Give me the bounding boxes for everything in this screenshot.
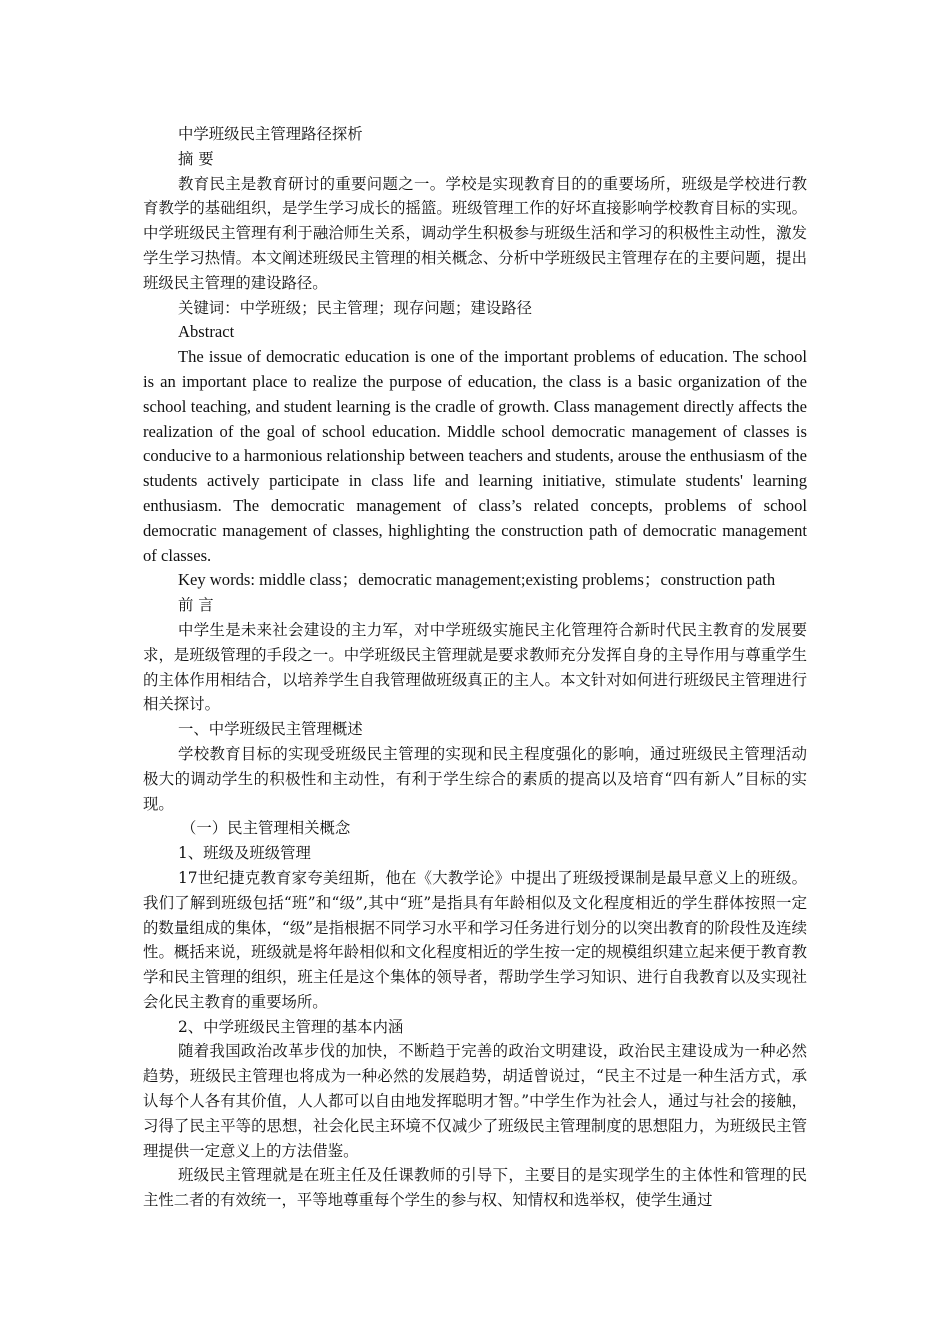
section1-intro-paragraph: 学校教育目标的实现受班级民主管理的实现和民主程度强化的影响，通过班级民主管理活动极大的调动学生的积极性和主动性，有利于学生综合的素质的提高以及培育“四有新人”目标的实现。 bbox=[143, 744, 807, 813]
abstract-en-heading: Abstract bbox=[178, 322, 235, 342]
item1-paragraph: 17世纪捷克教育家夸美纽斯，他在《大教学论》中提出了班级授课制是最早意义上的班级。我们了解到班级包括“班”和“级”,其中“班”是指具有年龄相似及文化程度相近的学生群体按照一定的数量组成的集体，“级”是指根据不同学习水平和学习任务进行划分的以突出教育的阶段性及连续性。概括来说，班级就是将年龄相似和文化程度相近的学生按一定的规模组织建立起来便于教育教学和民主管理的组织，班主任是这个集体的领导者，帮助学生学习知识、进行自我教育以及实现社会化民主教育的重要场所。 bbox=[143, 868, 807, 1011]
abstract-en-paragraph: The issue of democratic education is one of the important problems of education. The school is an important place to realize the purpose of education, the class is a basic organization of the school teaching, and student learning is the cradle of growth. Class management directly affects the realization of the goal of school education. Middle school democratic management of classes is conducive to a harmonious relationship between teachers and students, arouse the enthusiasm of the students actively participate in class life and learning initiative, stimulate students' learning enthusiasm. The democratic management of class’s related concepts, problems of school democratic management of classes, highlighting the construction path of democratic management of classes. bbox=[143, 347, 807, 565]
item2-heading: 2、中学班级民主管理的基本内涵 bbox=[178, 1017, 404, 1036]
keywords-cn: 关键词：中学班级；民主管理；现存问题；建设路径 bbox=[178, 298, 532, 317]
keywords-en: Key words: middle class；democratic management;existing problems；construction path bbox=[178, 570, 776, 590]
preface-heading: 前 言 bbox=[178, 596, 214, 615]
document-page bbox=[143, 122, 807, 1213]
preface-paragraph: 中学生是未来社会建设的主力军，对中学班级实施民主化管理符合新时代民主教育的发展要求，是班级管理的手段之一。中学班级民主管理就是要求教师充分发挥自身的主导作用与尊重学生的主体作用相结合，以培养学生自我管理做班级真正的主人。本文针对如何进行班级民主管理进行相关探讨。 bbox=[143, 620, 807, 714]
abstract-cn-paragraph: 教育民主是教育研讨的重要问题之一。学校是实现教育目的的重要场所，班级是学校进行教育教学的基础组织，是学生学习成长的摇篮。班级管理工作的好坏直接影响学校教育目标的实现。中学班级民主管理有利于融洽师生关系，调动学生积极参与班级生活和学习的积极性主动性，激发学生学习热情。本文阐述班级民主管理的相关概念、分析中学班级民主管理存在的主要问题，提出班级民主管理的建设路径。 bbox=[143, 174, 807, 292]
item2-paragraph-2: 班级民主管理就是在班主任及任课教师的引导下，主要目的是实现学生的主体性和管理的民主性二者的有效统一，平等地尊重每个学生的参与权、知情权和选举权，使学生通过 bbox=[143, 1166, 807, 1210]
subsection1-heading: （一）民主管理相关概念 bbox=[181, 819, 351, 838]
item2-paragraph-1: 随着我国政治改革步伐的加快，不断趋于完善的政治文明建设，政治民主建设成为一种必然趋势，班级民主管理也将成为一种必然的发展趋势，胡适曾说过，“民主不过是一种生活方式，承认每个人各有其价值，人人都可以自由地发挥聪明才智。”中学生作为社会人，通过与社会的接触，习得了民主平等的思想，社会化民主环境不仅减少了班级民主管理制度的思想阻力，为班级民主管理提供一定意义上的方法借鉴。 bbox=[143, 1042, 807, 1160]
document-title: 中学班级民主管理路径探析 bbox=[178, 125, 363, 143]
section1-heading: 一、中学班级民主管理概述 bbox=[178, 720, 363, 739]
abstract-heading: 摘 要 bbox=[178, 149, 214, 168]
item1-heading: 1、班级及班级管理 bbox=[178, 844, 311, 863]
